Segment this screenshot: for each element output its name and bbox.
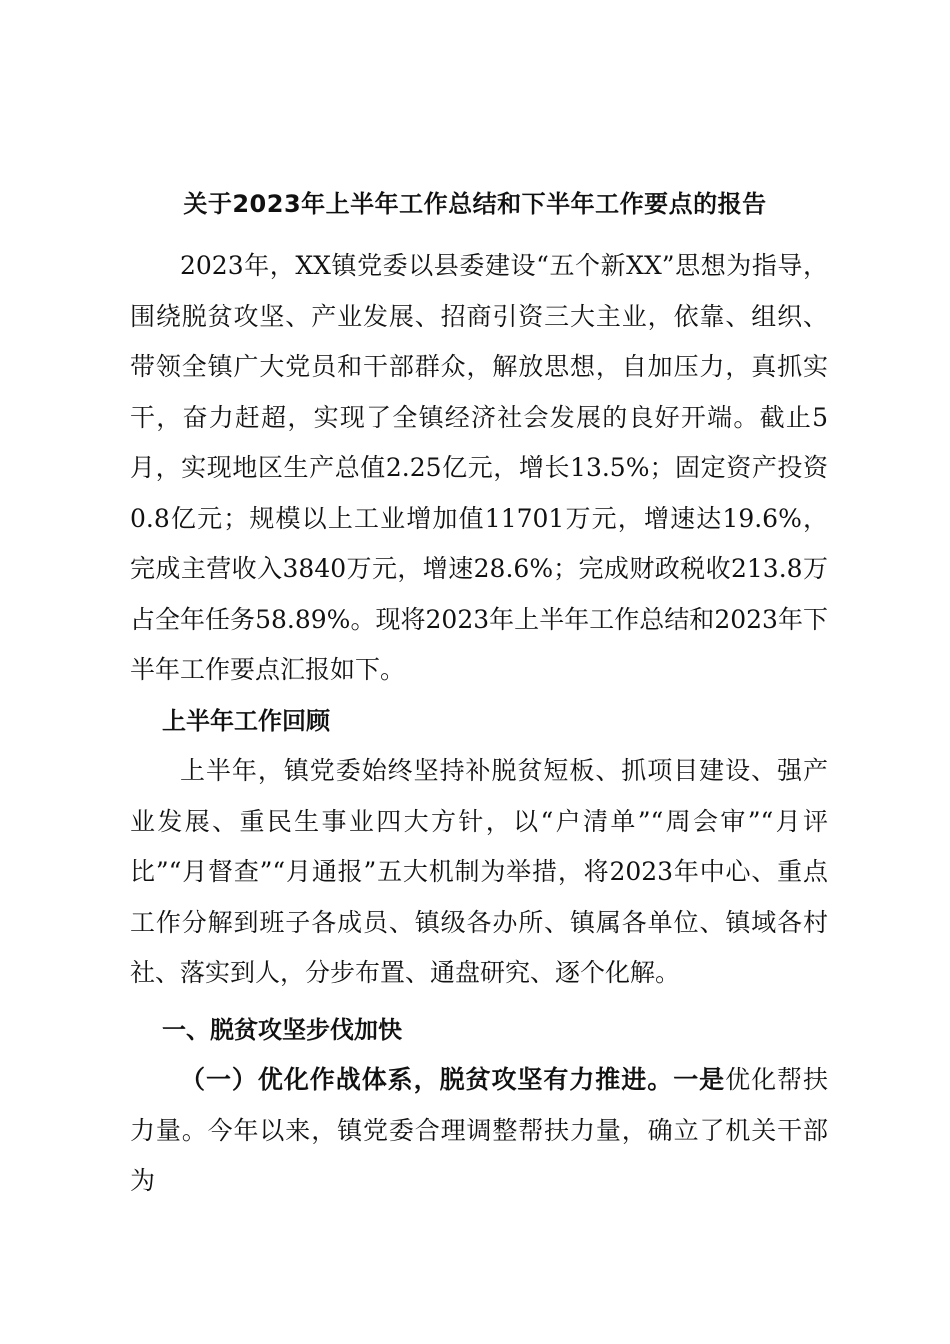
document-body: [130, 241, 828, 1207]
subsection-text: 优化帮扶力量。今年以来，镇党委合理调整帮扶力量，确立了机关干部为: [130, 1065, 828, 1195]
subsection-lead: （一）优化作战体系，脱贫攻坚有力推进。: [180, 1065, 674, 1094]
subsection-paragraph: [130, 1055, 828, 1207]
section-heading-review: 上半年工作回顾: [162, 706, 330, 735]
review-paragraph: 上半年，镇党委始终坚持补脱贫短板、抓项目建设、强产业发展、重民生事业四大方针，以“户清单”“周会审”“月评比”“月督查”“月通报”五大机制为举措，将2023年中心、重点工作分解到班子各成员、镇级各办所、镇属各单位、镇域各村社、落实到人，分步布置、通盘研究、逐个化解。: [130, 756, 828, 987]
section-heading-poverty: 一、脱贫攻坚步伐加快: [162, 1015, 402, 1044]
subsection-marker: 一是: [673, 1065, 726, 1094]
intro-paragraph: 2023年，XX镇党委以县委建设“五个新XX”思想为指导，围绕脱贫攻坚、产业发展、招商引资三大主业，依靠、组织、带领全镇广大党员和干部群众，解放思想，自加压力，真抓实干，奋力赶超，实现了全镇经济社会发展的良好开端。截止5月，实现地区生产总值2.25亿元，增长13.5%；固定资产投资0.8亿元；规模以上工业增加值11701万元，增速达19.6%，完成主营收入3840万元，增速28.6%；完成财政税收213.8万占全年任务58.89%。现将2023年上半年工作总结和2023年下半年工作要点汇报如下。: [130, 251, 828, 684]
document-title: 关于2023年上半年工作总结和下半年工作要点的报告: [183, 190, 767, 218]
